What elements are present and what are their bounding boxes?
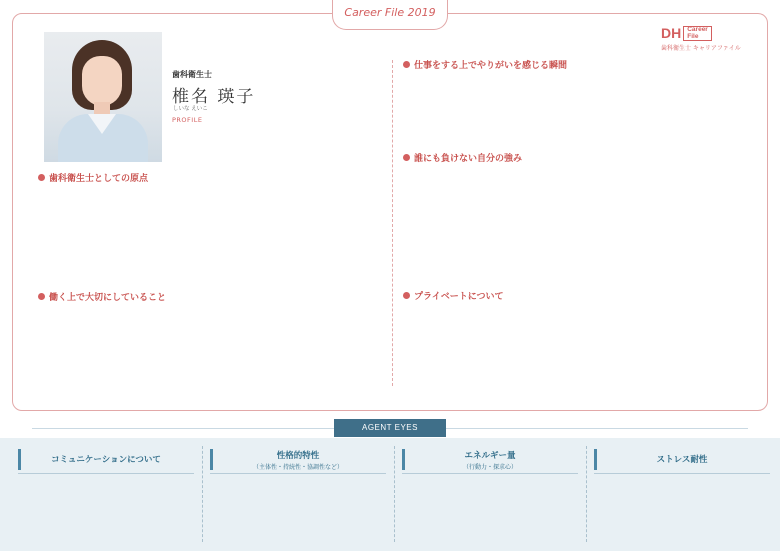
bullet-dot-icon [38, 174, 45, 181]
agent-eyes-title-text: ストレス耐性 [656, 455, 708, 465]
agent-eyes-badge: AGENT EYES [334, 419, 446, 437]
section-text-private [403, 301, 751, 389]
agent-eyes-title [18, 446, 194, 474]
bullet-dot-icon [403, 292, 410, 299]
brand-box-line-1: Career [687, 26, 708, 33]
agent-eyes-column-communication [18, 446, 194, 479]
profile-label: PROFILE [172, 116, 203, 124]
section-heading-values [38, 290, 166, 303]
column-divider [392, 60, 393, 386]
career-file-tab: Career File 2019 [332, 0, 448, 30]
bullet-dot-icon [403, 61, 410, 68]
section-heading-rewarding-label: 仕事をする上でやりがいを感じる瞬間 [414, 61, 568, 71]
section-heading-values-label: 働く上で大切にしていること [49, 293, 167, 303]
agent-eyes-title-text: コミュニケーションについて [51, 455, 161, 465]
brand-logo [661, 26, 755, 52]
brand-box-line-2: File [687, 32, 699, 40]
person-name: 椎名 瑛子 [172, 87, 256, 107]
agent-eyes-separator [202, 446, 203, 542]
section-text-origin [38, 184, 384, 286]
agent-eyes-title-text: エネルギー量 [464, 450, 516, 461]
agent-eyes-column-personality [210, 446, 386, 479]
section-text-rewarding [403, 70, 751, 150]
agent-eyes-title [594, 446, 770, 474]
section-heading-strength-label: 誰にも負けない自分の強み [414, 154, 523, 164]
brand-subtitle: 歯科衛生士 キャリアファイル [661, 45, 741, 52]
bullet-dot-icon [403, 154, 410, 161]
agent-eyes-separator [586, 446, 587, 542]
agent-eyes-column-energy [402, 446, 578, 479]
brand-initials: DH [661, 25, 682, 41]
agent-eyes-separator [394, 446, 395, 542]
brand-box [683, 26, 712, 41]
agent-eyes-column-stress [594, 446, 770, 479]
agent-eyes-subtitle: （行動力・探求心） [462, 463, 517, 471]
section-text-values [38, 303, 384, 399]
section-heading-origin-label: 歯科衛生士としての原点 [49, 174, 149, 184]
agent-eyes-title-text: 性格的特性 [276, 450, 320, 461]
portrait-photo [44, 32, 162, 162]
section-text-strength [403, 163, 751, 281]
section-heading-private-label: プライベートについて [414, 292, 504, 302]
section-heading-origin [38, 171, 148, 184]
bullet-dot-icon [38, 293, 45, 300]
agent-eyes-title [210, 446, 386, 474]
job-title: 歯科衛生士 [172, 70, 212, 79]
agent-eyes-subtitle: （主体性・持続性・協調性など） [252, 463, 343, 471]
agent-eyes-title [402, 446, 578, 474]
person-name-reading: しいな えいこ [173, 106, 208, 112]
